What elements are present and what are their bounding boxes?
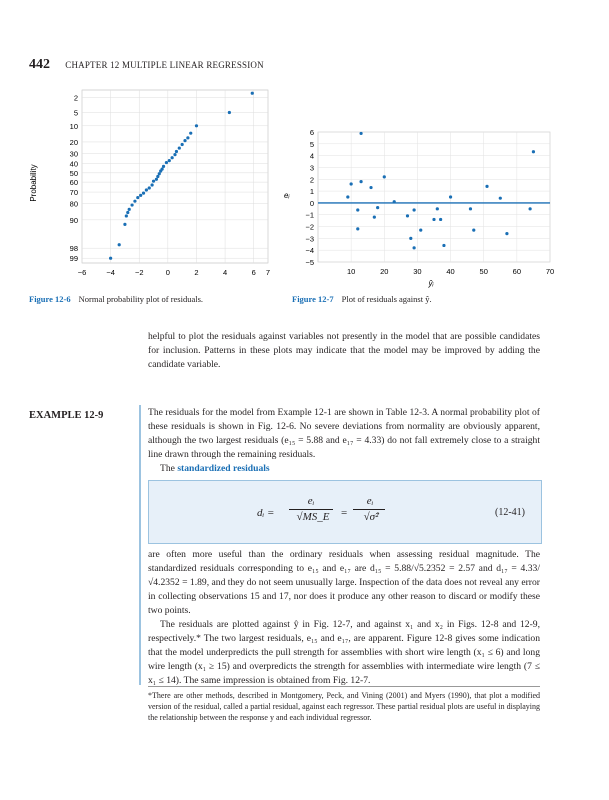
fig7-data-point (449, 195, 452, 198)
residuals-vs-fitted-plot (280, 128, 560, 288)
fig7-data-point (419, 228, 422, 231)
fig7-ytick-label: −1 (305, 210, 314, 220)
fig6-ytick-label: 60 (69, 178, 78, 188)
fig6-data-point (168, 159, 171, 162)
fig7-ytick-label: 1 (309, 187, 314, 197)
fig7-data-point (529, 207, 532, 210)
fig7-xtick-label: 40 (446, 267, 455, 276)
fig7-data-point (356, 208, 359, 211)
fig6-data-point (142, 192, 145, 195)
figure-caption-12-6: Figure 12-6 Normal probability plot of residuals. (29, 294, 204, 304)
fig7-data-point (432, 218, 435, 221)
fig7-data-point (346, 195, 349, 198)
fig6-data-point (133, 200, 136, 203)
fig6-data-point (148, 186, 151, 189)
fig6-data-point (128, 208, 131, 211)
fig6-data-point (251, 92, 254, 95)
fig6-ylabel: Probability (29, 164, 38, 202)
fig7-xtick-label: 20 (380, 267, 389, 276)
example-label: EXAMPLE 12-9 (29, 410, 104, 421)
footnote: *There are other methods, described in Montgomery, Peck, and Vining (2001) and Myers (1990), that plot a modified version of the residual, called a partial residual, against each regressor. These partial residual plots are useful in displaying the relationship between the response y and each individual regressor. (148, 691, 540, 722)
fig7-xlabel: ŷᵢ (428, 279, 434, 288)
fig6-ytick-label: 5 (73, 108, 78, 118)
fig6-ytick-label: 30 (69, 149, 78, 159)
fig7-ytick-label: 2 (309, 175, 314, 185)
fig6-data-point (126, 211, 129, 214)
fig7-data-point (369, 186, 372, 189)
example-paragraph-3: are often more useful than the ordinary residuals when assessing residual magnitude. The standardized residuals corresponding to e₁₅ and e₁₇ are d₁₅ = 5.88/√5.2352 = 2.57 and d₁₇ = 4.33/√4.2352 = 1.89, and they do not seem unusually large. Inspection of the data does not reveal any error in collecting observations 15 and 17, nor does it produce any other reason to discard or modify these two points. (148, 549, 540, 616)
fig6-data-point (165, 161, 168, 164)
fig7-data-point (485, 185, 488, 188)
running-header (29, 56, 264, 73)
fig6-data-point (139, 194, 142, 197)
fig7-xtick-label: 70 (545, 267, 555, 276)
example-paragraph-2: The standardized residuals (160, 463, 270, 474)
fig6-data-point (173, 153, 176, 156)
fig6-ytick-label: 10 (69, 121, 78, 131)
fig6-ytick-label: 90 (69, 215, 78, 225)
fig6-data-point (118, 243, 121, 246)
fig6-ytick-label: 2 (73, 93, 78, 103)
fig7-data-point (356, 227, 359, 230)
fig7-ytick-label: 6 (309, 128, 314, 137)
fig7-data-point (505, 232, 508, 235)
fig7-data-point (359, 180, 362, 183)
fig6-data-point (136, 196, 139, 199)
fig6-ytick-label: 80 (69, 199, 78, 209)
fig6-data-point (125, 214, 128, 217)
fig7-xtick-label: 30 (413, 267, 422, 276)
fig6-xtick-label: 4 (222, 268, 228, 277)
fig6-data-point (178, 146, 181, 149)
fig7-ylabel: eᵢ (284, 191, 290, 200)
fig6-xtick-label: 6 (251, 268, 256, 277)
fig6-xtick-label: 2 (194, 268, 199, 277)
key-term: standardized residuals (177, 463, 270, 474)
footnote-rule (148, 686, 540, 687)
fig7-data-point (406, 214, 409, 217)
fig7-data-point (472, 228, 475, 231)
fig6-data-point (109, 257, 112, 260)
fig6-data-point (162, 165, 165, 168)
fig7-xtick-label: 10 (346, 267, 356, 276)
fig6-data-point (195, 124, 198, 127)
fig6-data-point (183, 139, 186, 142)
fig7-data-point (409, 237, 412, 240)
fig7-data-point (499, 197, 502, 200)
fig7-ytick-label: −4 (305, 246, 314, 256)
equation-box: dᵢ = eᵢ √MS_E = eᵢ √σ̂² (12-41) (148, 480, 542, 544)
fig6-data-point (151, 183, 154, 186)
example-rule (139, 405, 141, 685)
fig6-data-point (189, 132, 192, 135)
fig7-data-point (439, 218, 442, 221)
fig7-data-point (442, 244, 445, 247)
fig6-xtick-label: 0 (165, 268, 170, 277)
normal-probability-plot (0, 85, 270, 285)
fig6-xtick-label: −2 (134, 268, 144, 277)
fig6-data-point (156, 175, 159, 178)
fig6-data-point (171, 156, 174, 159)
fig6-xtick-label: 7 (265, 268, 270, 277)
chapter-title: CHAPTER 12 MULTIPLE LINEAR REGRESSION (65, 60, 264, 70)
page-number: 442 (29, 57, 50, 72)
fig6-data-point (175, 150, 178, 153)
fig7-data-point (373, 215, 376, 218)
fig7-ytick-label: 5 (309, 139, 314, 149)
fig6-data-point (181, 143, 184, 146)
fig7-ytick-label: −3 (305, 234, 314, 244)
fig7-data-point (413, 208, 416, 211)
fig6-ytick-label: 70 (69, 188, 78, 198)
fig6-ytick-label: 99 (69, 254, 78, 264)
fig7-data-point (436, 207, 439, 210)
fig7-xtick-label: 60 (512, 267, 522, 276)
fig7-data-point (376, 206, 379, 209)
fig7-data-point (359, 132, 362, 135)
example-paragraph-1: The residuals for the model from Example 12-1 are shown in Table 12-3. A normal probability plot of these residuals is shown in Fig. 12-6. No severe deviations from normality are obviously apparent, although the two largest residuals (e₁₅ = 5.88 and e₁₇ = 4.33) do not fall extremely close to a straight line drawn through the remaining residuals. (148, 407, 540, 460)
fig6-ytick-label: 40 (69, 159, 78, 169)
fig6-data-point (145, 188, 148, 191)
fig6-data-point (152, 180, 155, 183)
fig6-xtick-label: −6 (77, 268, 87, 277)
fig6-data-point (161, 168, 164, 171)
fig7-data-point (469, 207, 472, 210)
fig6-ytick-label: 20 (69, 137, 78, 147)
fig7-ytick-label: −5 (305, 258, 314, 267)
fig7-ytick-label: 0 (309, 198, 314, 208)
figure-caption-12-7: Figure 12-7 Plot of residuals against ŷ. (292, 294, 432, 304)
fig6-ytick-label: 98 (69, 244, 78, 254)
fig6-data-point (130, 203, 133, 206)
fig7-data-point (532, 150, 535, 153)
fig7-xtick-label: 50 (479, 267, 488, 276)
example-paragraph-4: The residuals are plotted against ŷ in Fig. 12-7, and against x₁ and x₂ in Figs. 12-8 and 12-9, respectively.* The two largest residuals, e₁₅ and e₁₇, are apparent. Figure 12-8 gives some indication that the model underpredicts the pull strength for assemblies with short wire length (x₁ ≤ 6) and long wire length (x₁ ≥ 15) and overpredicts the strength for assemblies with intermediate wire length (7 ≤ x₁ ≤ 14). The same impression is obtained from Fig. 12-7. (148, 619, 540, 686)
fig6-data-point (228, 111, 231, 114)
fig6-data-point (186, 136, 189, 139)
fig7-ytick-label: 4 (309, 151, 314, 161)
fig7-data-point (350, 182, 353, 185)
fig7-ytick-label: −2 (305, 222, 314, 232)
equation-number: (12-41) (495, 507, 525, 518)
fig6-xtick-label: −4 (106, 268, 115, 277)
fig6-data-point (155, 178, 158, 181)
fig7-data-point (393, 200, 396, 203)
intro-paragraph: helpful to plot the residuals against variables not presently in the model that are possible candidates for inclusion. Patterns in these plots may indicate that the model may be improved by adding the candidate variable. (148, 331, 540, 370)
fig7-data-point (413, 246, 416, 249)
fig6-data-point (158, 172, 161, 175)
fig7-ytick-label: 3 (309, 163, 314, 173)
fig6-data-point (123, 223, 126, 226)
fig6-ytick-label: 50 (69, 168, 78, 178)
fig7-data-point (383, 175, 386, 178)
